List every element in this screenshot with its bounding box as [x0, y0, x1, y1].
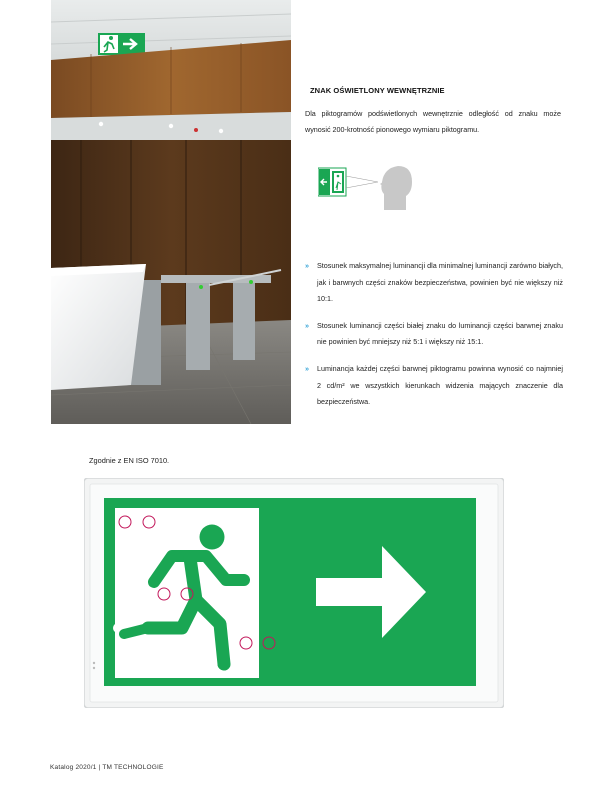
page-footer: Katalog 2020/1 | TM TECHNOLOGIE — [50, 764, 164, 771]
section-heading: ZNAK OŚWIETLONY WEWNĘTRZNIE — [310, 86, 445, 95]
intro-paragraph: Dla piktogramów podświetlonych wewnętrznie odległość od znaku może wynosić 200-krotność pionowego wymiaru piktogramu. — [305, 109, 561, 134]
exit-sign-small-icon — [318, 168, 346, 196]
viewing-distance-diagram — [318, 160, 418, 212]
bullet-marker: » — [305, 320, 309, 330]
bullet-text: Stosunek maksymalnej luminancji dla minimalnej luminancji zarówno białych, jak i barwnych części znaków bezpieczeństwa, powinien być nie większy niż 10:1. — [317, 261, 563, 304]
bullet-marker: » — [305, 261, 309, 270]
sight-lines — [346, 176, 378, 188]
exit-sign-figure — [84, 478, 504, 708]
lobby-photo — [51, 0, 291, 424]
requirements-list — [305, 258, 563, 421]
bullet-text: Luminancja każdej części barwnej piktogramu powinna wynosić co najmniej 2 cd/m² we wszystkich kierunkach widzenia mających znaczenie dla bezpieczeństwa. — [317, 363, 563, 407]
bullet-text: Stosunek luminancji części białej znaku do luminancji części barwnej znaku nie powinien być mniejszy niż 5:1 i większy niż 15:1. — [317, 320, 563, 347]
list-item — [305, 318, 563, 351]
viewer-head-icon — [380, 166, 412, 210]
lobby-photo-illustration — [51, 0, 291, 424]
compliance-note: Zgodnie z EN ISO 7010. — [89, 456, 170, 465]
running-man-figure — [115, 508, 251, 664]
bullet-marker: » — [305, 363, 309, 373]
list-item — [305, 361, 563, 411]
list-item — [305, 258, 563, 308]
